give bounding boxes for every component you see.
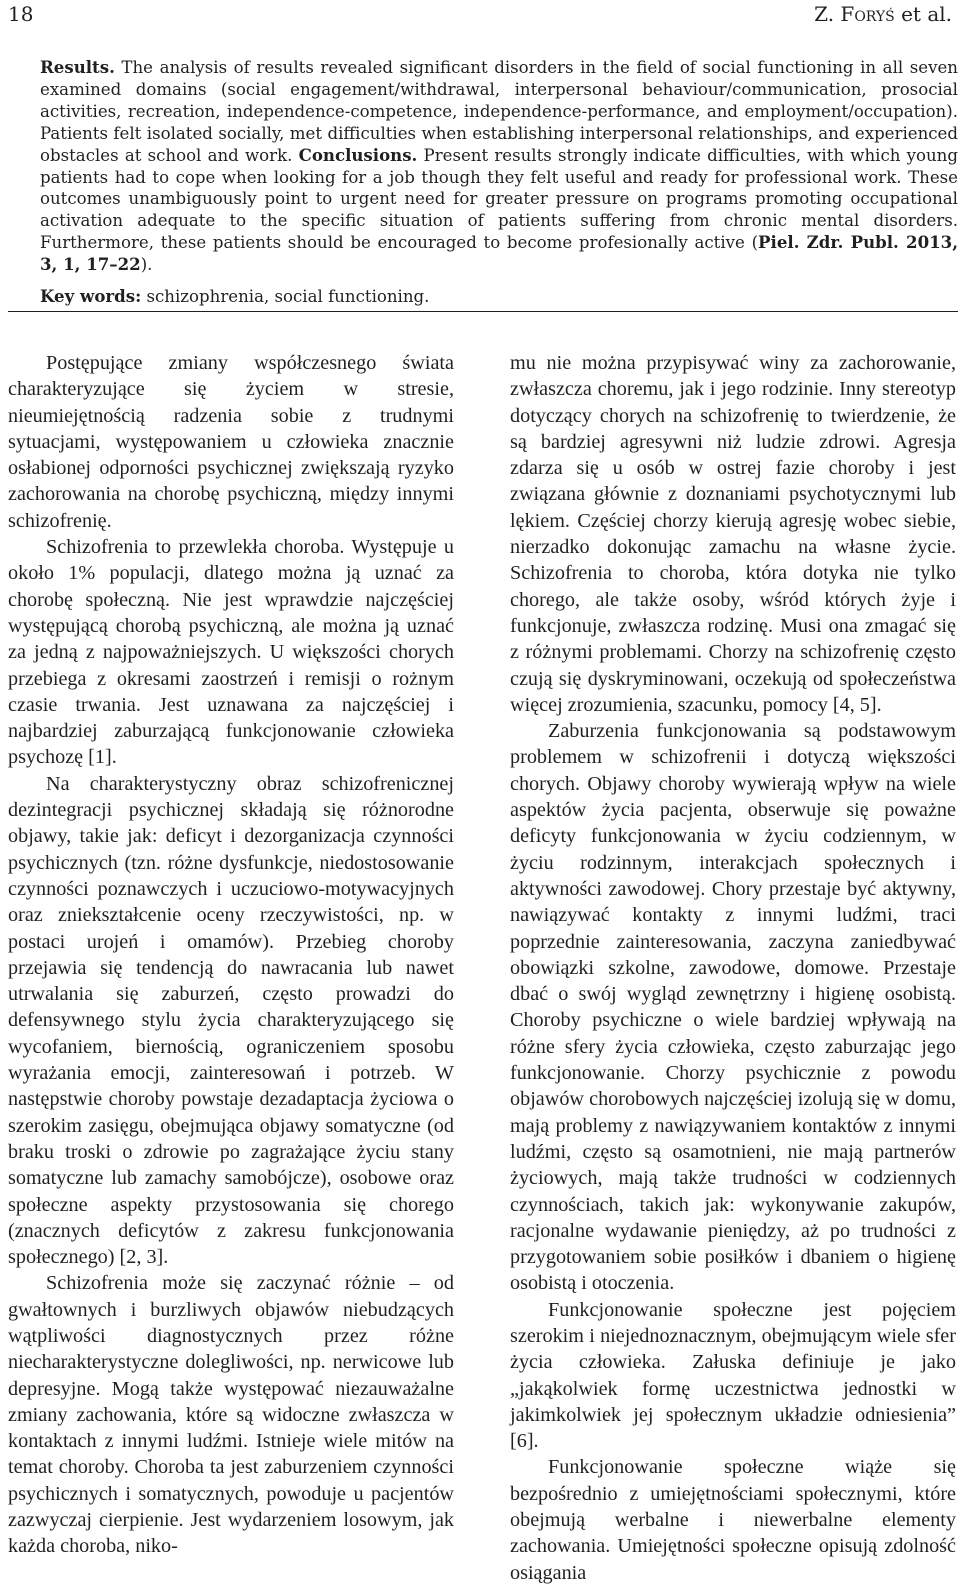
paragraph: Zaburzenia funkcjonowania są podstawowym problemem w schizofrenii i dotyczą większości chorych. Objawy choroby wywierają wpływ na wiele aspektów życia pacjenta, obserwuje się poważne deficyty funkcjonowania w życiu codziennym, w życiu rodzinnym, interakcjach społecznych i aktywności zawodowej. Chory przestaje być aktywny, nawiązywać kontakty z innymi ludźmi, traci poprzednie zainteresowania, zaczyna zaniedbywać obowiązki szkolne, zawodowe, domowe. Przestaje dbać o swój wygląd zewnętrzny i higienę osobistą. Choroby psychiczne o wiele bardziej wpływają na różne sfery życia człowieka, często zaburzając jego funkcjonowanie. Chorzy psychicznie z powodu objawów chorobowych najczęściej izolują się w domu, mają problemy z nawiązywaniem kontaktów z innymi ludźmi, często są osamotnieni, nie mają partnerów życiowych, mają także trudności w codziennych czynnościach, takich jak: wykonywanie zakupów, racjonalne wydawanie pieniędzy, aż po trudności z przygotowaniem sobie posiłków i dbaniem o higienę osobistą i otoczenia. [510,720,956,1295]
author-rest: et al. [894,2,952,26]
abstract-results-conclusions [40,57,958,276]
running-author [814,2,952,26]
citation: Piel. Zdr. Publ. 2013, 3, 1, 17–22 [40,232,958,275]
results-text: The analysis of results revealed significant disorders in the field of social functioning in all seven examined domains (social engagement/withdrawal, interpersonal behaviour/communication, prosocial activities, recreation, independence-competence, independence-performance, and employment/occupation). Patients felt isolated socially, met difficulties when establishing interpersonal relationships, and experienced obstacles at school and work. [40,58,958,165]
keywords-text: schizophrenia, social functioning. [141,287,430,307]
results-label: Results. [40,57,115,77]
body-column-left [8,350,454,1560]
conclusions-text: Present results strongly indicate difficulties, with which young patients had to cope when looking for a job though they felt useful and ready for professional work. These outcomes unambiguously point to urgent need for greater pressure on programs promoting occupational activation adequate to the specific situation of patients suffering from chronic mental disorders. Furthermore, these patients should be encouraged to become profesionally active ( [40,145,958,253]
paragraph: Funkcjonowanie społeczne wiąże się bezpośrednio z umiejętnościami społecznymi, które obejmują werbalne i niewerbalne elementy zachowania. Umiejętności społeczne opisują zdolność osiągania [510,1456,956,1584]
paragraph: Na charakterystyczny obraz schizofrenicznej dezintegracji psychicznej składają się różnorodne objawy, takie jak: deficyt i dezorganizacja czynności psychicznych (tzn. różne dysfunkcje, niedostosowanie czynności poznawczych i uczuciowo-motywacyjnych oraz zniekształcenie oceny rzeczywistości, np. w postaci urojeń i omamów). Przebieg choroby przejawia się tendencją do nawracania lub nawet utrwalania się zaburzeń, często prowadzi do defensywnego stylu życia charakteryzującego się wycofaniem, biernością, ograniczeniem sposobu wyrażania emocji, zainteresowań i potrzeb. W następstwie choroby powstaje dezadaptacja życiowa o szerokim zasięgu, obejmująca objawy somatyczne (od braku troski o zdrowie po zagrażające życiu stany somatyczne lub zamachy samobójcze), osobowe oraz społeczne aspekty przystosowania się chorego (znacznych deficytów z zakresu funkcjonowania społecznego) [2, 3]. [8,772,454,1269]
paragraph: Schizofrenia może się zaczynać różnie – od gwałtownych i burzliwych objawów niebudzących wątpliwości diagnostycznych przez różne niecharakterystyczne dolegliwości, np. nerwicowe lub depresyjne. Mogą także występować niezauważalne zmiany zachowania, które są widoczne zwłaszcza w kontaktach z innymi ludźmi. Istnieje wiele mitów na temat choroby. Choroba ta jest zaburzeniem czynności psychicznych i somatycznych, powoduje u pacjentów zazwyczaj cierpienie. Jest wydarzeniem losowym, jak każda choroba, niko- [8,1272,454,1558]
author-first: Z. F [814,2,855,26]
running-header [8,0,952,40]
paragraph-continued: mu nie można przypisywać winy za zachorowanie, zwłaszcza choremu, jak i jego rodzinie. Inny stereotyp dotyczący chorych na schizofrenię to twierdzenie, że są bardziej agresywni niż ludzie zdrowi. Agresja zdarza się u osób w ostrej fazie choroby i jest związana głównie z doznaniami psychotycznymi lub lękiem. Częściej chorzy kierują agresję wobec siebie, nierzadko dokonując zamachu na własne życie. Schizofrenia to choroba, która dotyka nie tylko chorego, ale także osoby, wśród których żyje i funkcjonuje, zwłaszcza rodzinę. Musi ona zmagać się z różnymi problemami. Chorzy na schizofrenię często czują się dyskryminowani, oczekują od społeczeństwa więcej zrozumienia, szacunku, pomocy [4, 5]. [510,352,956,716]
page-number: 18 [8,2,34,26]
conclusions-label: Conclusions. [298,144,418,165]
keywords [40,286,958,308]
paragraph: Postępujące zmiany współczesnego świata charakteryzujące się życiem w stresie, nieumiejętnością radzenia sobie z trudnymi sytuacjami, występowaniem u człowieka znacznie osłabionej odporności psychicznej zwiększają ryzyko zachorowania na chorobę psychiczną, między innymi schizofrenię. [8,352,454,532]
author-small-caps: oryś [854,2,895,26]
body-column-right [510,350,956,1586]
paragraph: Schizofrenia to przewlekła choroba. Występuje u około 1% populacji, dlatego można ją uznać za chorobę społeczną. Nie jest wprawdzie najczęściej występującą chorobą psychiczną, ale można ją uznać za jedną z najpoważniejszych. U większości chorych przebiega z okresami zaostrzeń i remisji o rożnym czasie trwania. Jest uznawana za najczęściej i najbardziej zaburzającą funkcjonowanie człowieka psychozę [1]. [8,536,454,769]
section-divider [8,311,958,312]
keywords-label: Key words: [40,286,142,307]
paragraph: Funkcjonowanie społeczne jest pojęciem szerokim i niejednoznacznym, obejmującym wiele sfer życia człowieka. Załuska definiuje je jako „jakąkolwiek formę uczestnictwa jednostki w jakimkolwiek jej społecznym układzie odniesienia” [6]. [510,1298,956,1453]
conclusions-end: ). [140,255,153,275]
abstract [40,57,958,308]
